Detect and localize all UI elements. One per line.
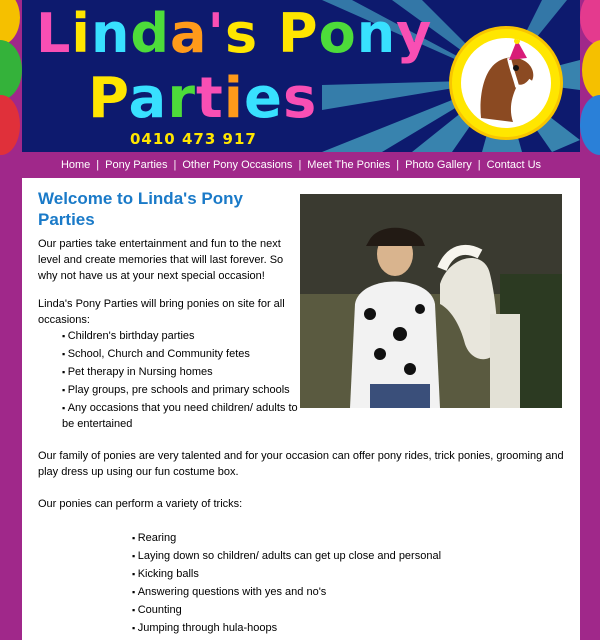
nav-separator: | [173, 159, 177, 171]
cowgirl-pony-photo [300, 194, 562, 408]
nav-pony-parties[interactable]: Pony Parties [105, 159, 168, 171]
list-item: ▪ School, Church and Community fetes [62, 346, 302, 362]
nav-separator: | [298, 159, 302, 171]
intro-paragraph: Our parties take entertainment and fun to the next level and create memories that will last forever. So why not have us at your next special occasion! [38, 238, 284, 282]
right-balloon-decoration [580, 0, 600, 155]
site-header [22, 0, 580, 152]
list-item: ▪ Laying down so children/ adults can get up close and personal [132, 548, 552, 564]
logo-line-1: Linda's Pony [36, 2, 433, 65]
tricks-intro: Our ponies can perform a variety of tricks: [38, 498, 243, 510]
nav-separator: | [477, 159, 481, 171]
nav-separator: | [96, 159, 100, 171]
left-balloon-decoration [0, 0, 22, 155]
tricks-list [132, 530, 552, 638]
nav-home[interactable]: Home [60, 159, 91, 171]
nav-separator: | [396, 159, 400, 171]
list-item: ▪ Any occasions that you need children/ adults to be entertained [62, 400, 302, 432]
phone-number: 0410 473 917 [130, 130, 257, 148]
list-item: ▪ Counting [132, 602, 552, 618]
list-item: ▪ Jumping through hula-hoops [132, 620, 552, 636]
nav-meet-the-ponies[interactable]: Meet The Ponies [307, 159, 391, 171]
talents-paragraph: Our family of ponies are very talented and for your occasion can offer pony rides, trick ponies, grooming and play dress up using our fun costume box. [38, 450, 564, 478]
logo-line-2: Parties [88, 66, 318, 131]
pony-logo-badge [449, 26, 563, 140]
list-item: ▪ Pet therapy in Nursing homes [62, 364, 302, 380]
nav-contact-us[interactable]: Contact Us [486, 159, 542, 171]
pony-head-icon [461, 38, 551, 128]
page-title: Welcome to Linda's Pony Parties [38, 189, 243, 229]
occasions-list [62, 328, 302, 434]
main-navigation [22, 152, 580, 180]
main-content [22, 178, 580, 640]
list-item: ▪ Rearing [132, 530, 552, 546]
nav-photo-gallery[interactable]: Photo Gallery [405, 159, 472, 171]
list-item: ▪ Play groups, pre schools and primary schools [62, 382, 302, 398]
list-item: ▪ Answering questions with yes and no's [132, 584, 552, 600]
occasions-lead: Linda's Pony Parties will bring ponies on site for all occasions: [38, 298, 285, 326]
list-item: ▪ Children's birthday parties [62, 328, 302, 344]
nav-other-pony-occasions[interactable]: Other Pony Occasions [182, 159, 293, 171]
list-item: ▪ Kicking balls [132, 566, 552, 582]
